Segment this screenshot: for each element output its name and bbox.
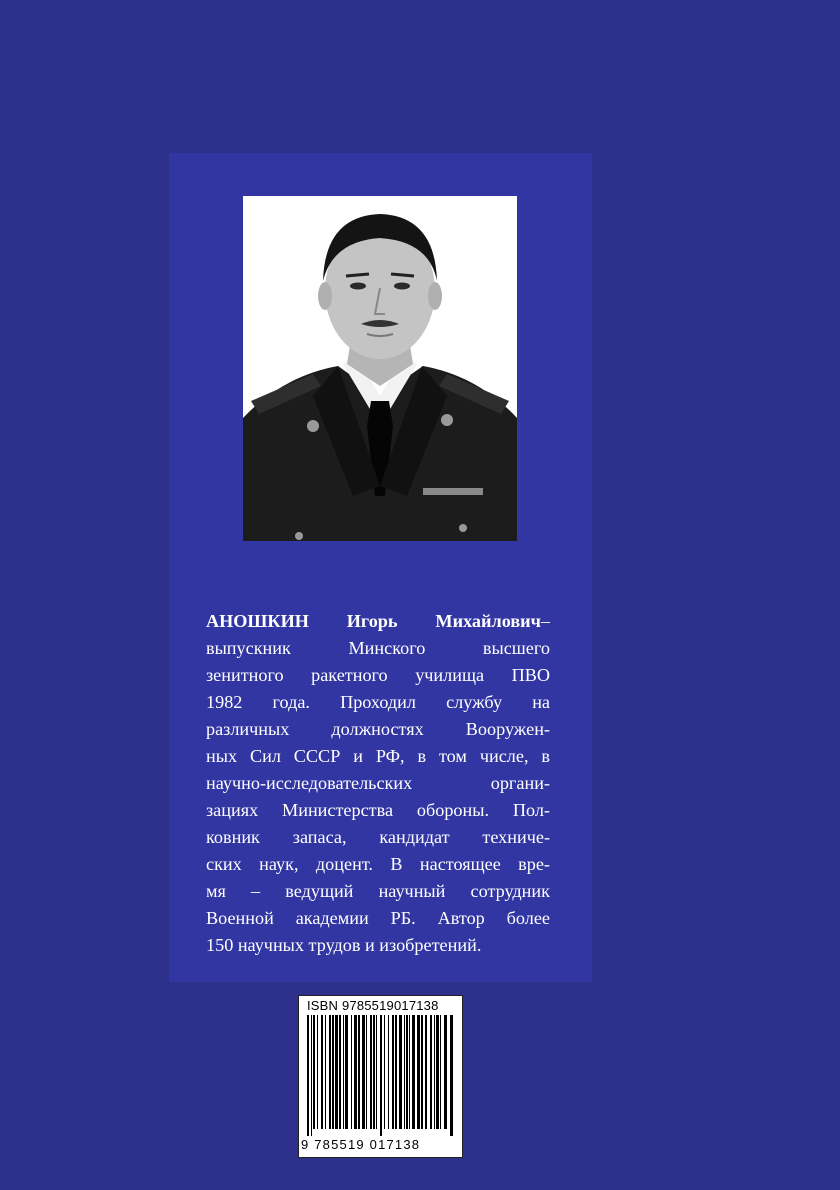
barcode-bar (313, 1015, 315, 1129)
isbn-label: ISBN 9785519017138 (307, 998, 439, 1013)
barcode-bar (351, 1015, 352, 1129)
barcode-bar (380, 1015, 382, 1136)
bio-line-1 (206, 608, 550, 635)
bio-line-1-rest: – (540, 611, 550, 631)
barcode-bar (434, 1015, 435, 1129)
barcode-bar (417, 1015, 420, 1129)
barcode-bar (345, 1015, 348, 1129)
barcode-bar (335, 1015, 338, 1129)
barcode-bar (436, 1015, 439, 1129)
barcode-bar (343, 1015, 344, 1129)
barcode-bar (444, 1015, 447, 1129)
barcode-bar (339, 1015, 341, 1129)
author-biography (206, 608, 550, 959)
barcode-bar (430, 1015, 432, 1129)
barcode-bar (325, 1015, 326, 1129)
bio-line-9: ковник запаса, кандидат техниче- (206, 827, 550, 847)
barcode-bar (362, 1015, 365, 1129)
barcode-bars (307, 1015, 455, 1136)
bio-line-10: ских наук, доцент. В настоящее вре- (206, 854, 550, 874)
barcode-bar (307, 1015, 309, 1136)
barcode-bar (317, 1015, 318, 1129)
barcode-bar (440, 1015, 441, 1129)
barcode-bar (406, 1015, 408, 1129)
barcode-bar (404, 1015, 405, 1129)
barcode-bar (329, 1015, 331, 1129)
barcode-bar (366, 1015, 367, 1129)
barcode-bar (311, 1015, 312, 1136)
author-portrait-icon (243, 196, 517, 541)
barcode-bar (412, 1015, 415, 1129)
barcode-bar (376, 1015, 377, 1129)
barcode-bar (392, 1015, 394, 1129)
isbn-barcode (298, 995, 463, 1158)
barcode-bar (395, 1015, 397, 1129)
bio-line-13: 150 научных трудов и изобретений. (206, 935, 482, 955)
bio-line-6: ных Сил СССР и РФ, в том числе, в (206, 746, 550, 766)
bio-line-8: зациях Министерства обороны. Пол- (206, 800, 550, 820)
bio-line-2: выпускник Минского высшего (206, 638, 550, 658)
barcode-bar (409, 1015, 410, 1129)
bio-line-5: различных должностях Вооружен- (206, 719, 550, 739)
barcode-bar (354, 1015, 357, 1129)
barcode-bar (332, 1015, 334, 1129)
bio-line-4: 1982 года. Проходил службу на (206, 692, 550, 712)
ean-digits: 9 785519 017138 (301, 1137, 421, 1152)
barcode-bar (450, 1015, 453, 1136)
barcode-bar (384, 1015, 385, 1129)
bio-line-11: мя – ведущий научный сотрудник (206, 881, 550, 901)
bio-line-12: Военной академии РБ. Автор более (206, 908, 550, 928)
barcode-bar (373, 1015, 375, 1129)
barcode-bar (425, 1015, 427, 1129)
barcode-bar (421, 1015, 423, 1129)
barcode-bar (358, 1015, 360, 1129)
barcode-bar (321, 1015, 323, 1129)
barcode-bar (399, 1015, 402, 1129)
author-photo (243, 196, 517, 541)
barcode-bar (388, 1015, 389, 1129)
author-name: АНОШКИН Игорь Михайлович (206, 611, 541, 631)
bio-line-3: зенитного ракетного училища ПВО (206, 665, 550, 685)
bio-line-7: научно-исследовательских органи- (206, 773, 550, 793)
barcode-bar (370, 1015, 372, 1129)
